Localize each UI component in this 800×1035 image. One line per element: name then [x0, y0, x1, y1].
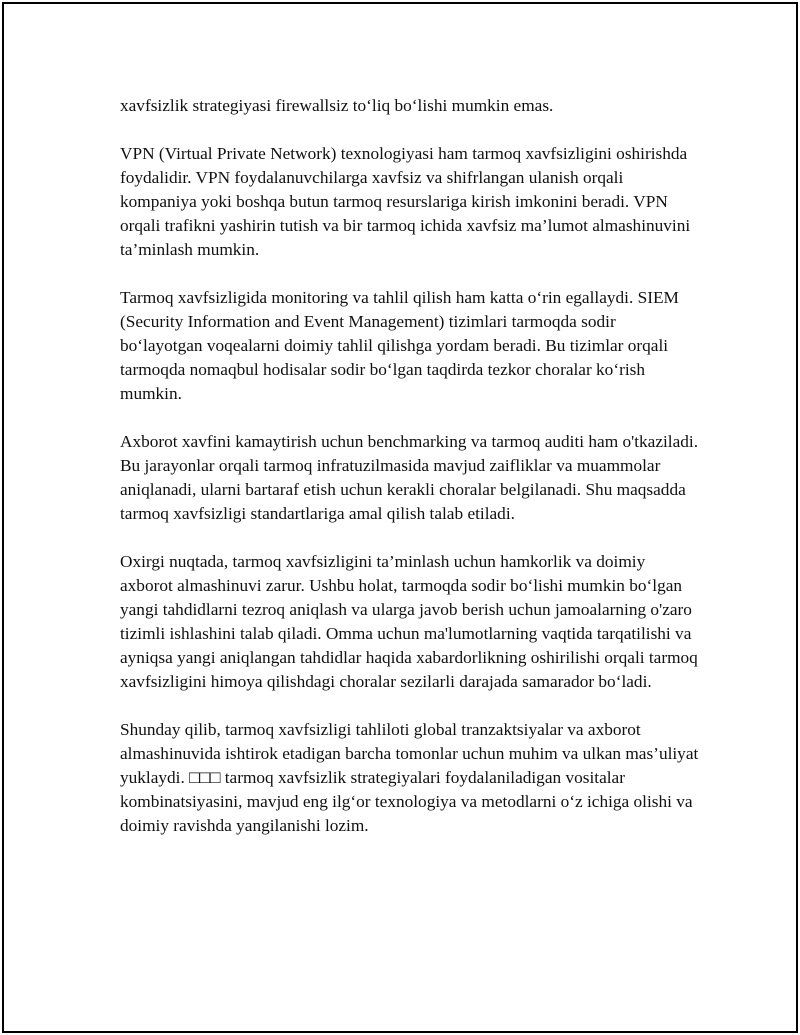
- document-body: [120, 94, 700, 838]
- document-page: [2, 2, 798, 1033]
- paragraph-cooperation: Oxirgi nuqtada, tarmoq xavfsizligini ta’minlash uchun hamkorlik va doimiy axborot almashinuvi zarur. Ushbu holat, tarmoqda sodir bo‘lishi mumkin bo‘lgan yangi tahdidlarni tezroq aniqlash va ularga javob berish uchun jamoalarning o'zaro tizimli ishlashini talab qiladi. Omma uchun ma'lumotlarning vaqtida tarqatilishi va ayniqsa yangi aniqlangan tahdidlar haqida xabardorlikning oshirilishi orqali tarmoq xavfsizligini himoya qilishdagi choralar sezilarli darajada samarador bo‘ladi.: [120, 552, 698, 691]
- paragraph-conclusion: Shunday qilib, tarmoq xavfsizligi tahliloti global tranzaktsiyalar va axborot almashinuvida ishtirok etadigan barcha tomonlar uchun muhim va ulkan mas’uliyat yuklaydi. □□□ tarmoq xavfsizlik strategiyalari foydalaniladigan vositalar kombinatsiyasini, mavjud eng ilg‘or texnologiya va metodlarni o‘z ichiga olishi va doimiy ravishda yangilanishi lozim.: [120, 720, 699, 835]
- paragraph-vpn: VPN (Virtual Private Network) texnologiyasi ham tarmoq xavfsizligini oshirishda foydalidir. VPN foydalanuvchilarga xavfsiz va shifrlangan ulanish orqali kompaniya yoki boshqa butun tarmoq resurslariga kirish imkonini beradi. VPN orqali trafikni yashirin tutish va bir tarmoq ichida xavfsiz ma’lumot almashinuvini ta’minlash mumkin.: [120, 144, 691, 259]
- paragraph-audit: Axborot xavfini kamaytirish uchun benchmarking va tarmoq auditi ham o'tkaziladi. Bu jarayonlar orqali tarmoq infratuzilmasida mavjud zaifliklar va muammolar aniqlanadi, ularni bartaraf etish uchun kerakli choralar belgilanadi. Shu maqsadda tarmoq xavfsizligi standartlariga amal qilish talab etiladi.: [120, 432, 699, 523]
- paragraph-monitoring: Tarmoq xavfsizligida monitoring va tahlil qilish ham katta o‘rin egallaydi. SIEM (Security Information and Event Management) tizimlari tarmoqda sodir bo‘layotgan voqealarni doimiy tahlil qilishga yordam beradi. Bu tizimlar orqali tarmoqda nomaqbul hodisalar sodir bo‘lgan taqdirda tezkor choralar ko‘rish mumkin.: [120, 288, 679, 403]
- paragraph-firewall: xavfsizlik strategiyasi firewallsiz to‘liq bo‘lishi mumkin emas.: [120, 96, 554, 115]
